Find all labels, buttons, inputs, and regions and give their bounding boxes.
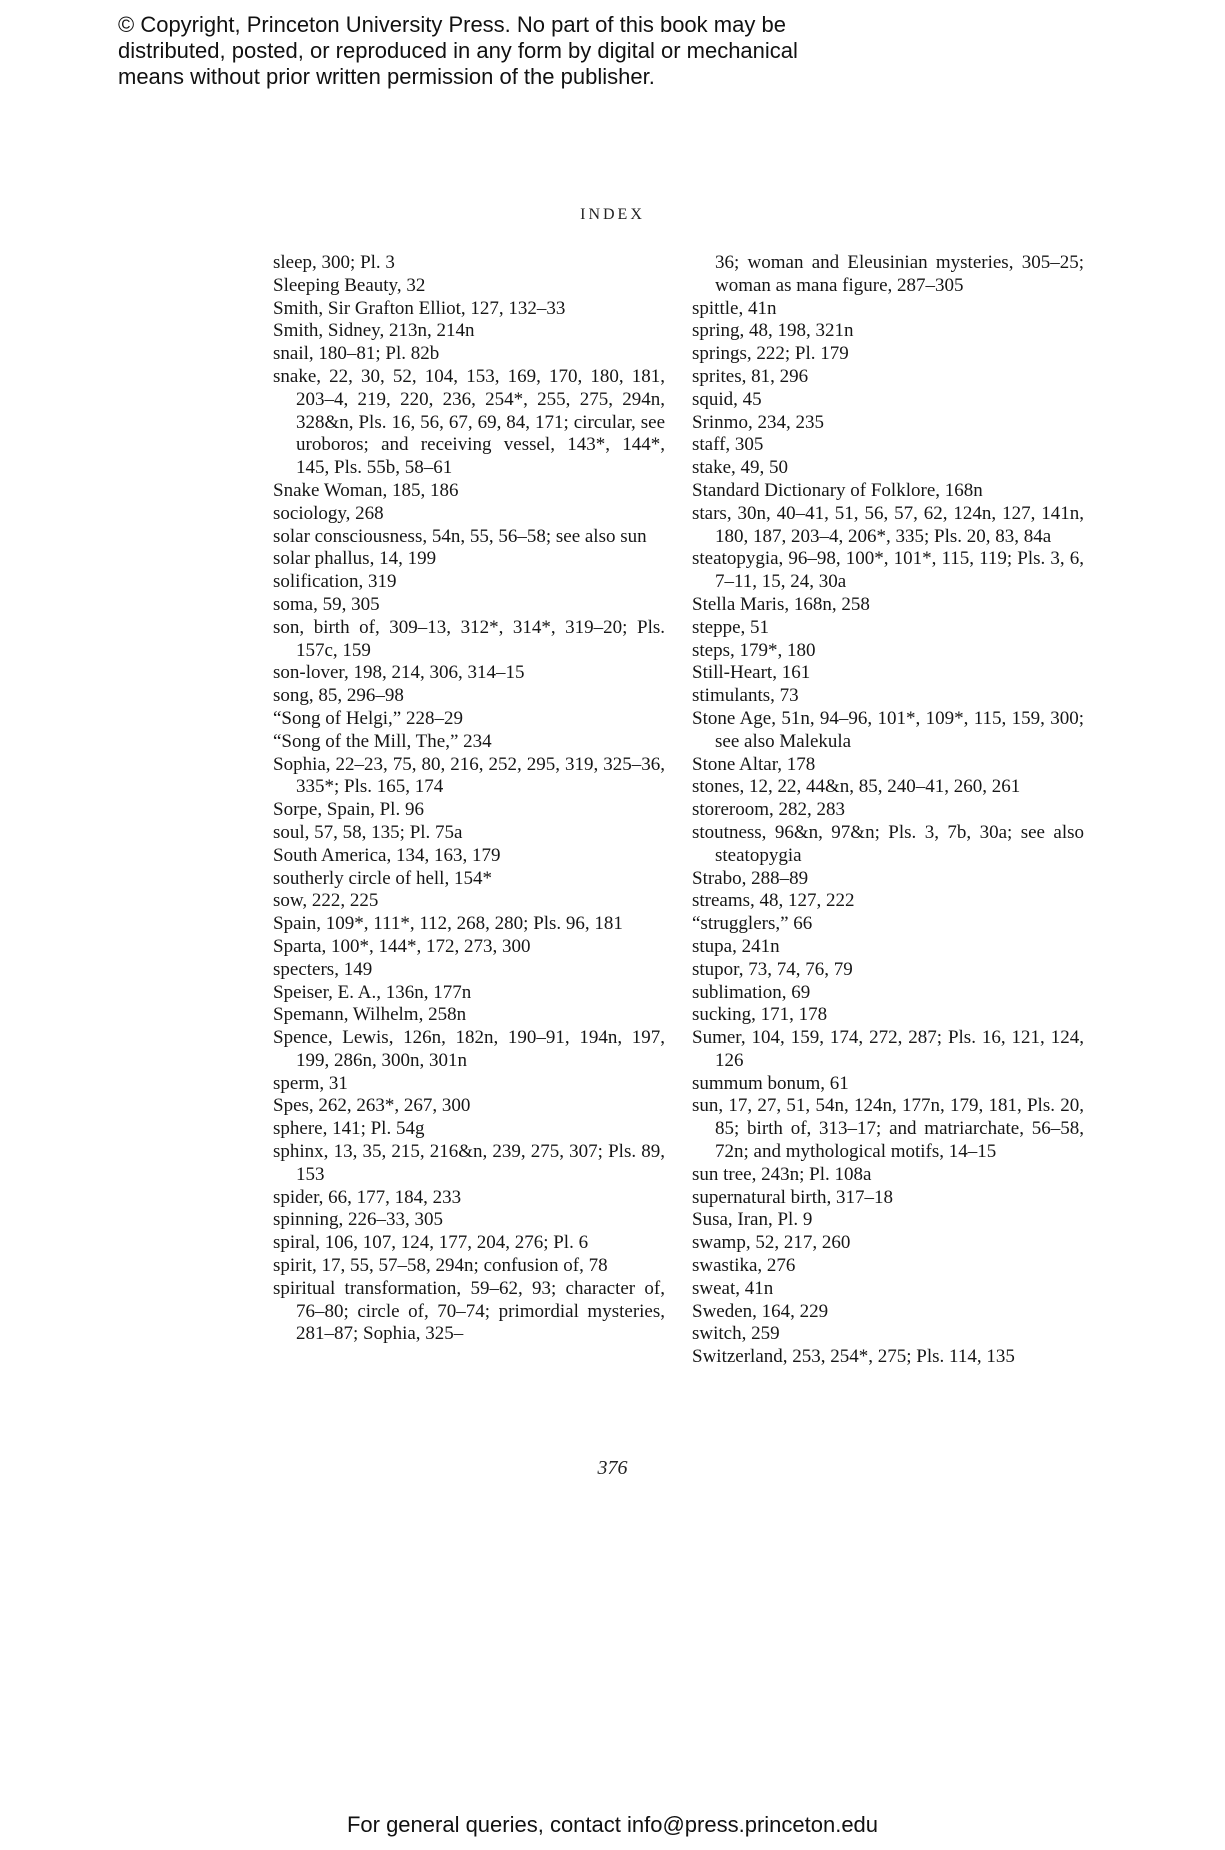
index-entry: sleep, 300; Pl. 3	[273, 252, 395, 273]
index-entry: sun, 17, 27, 51, 54n, 124n, 177n, 179, 181, Pls. 20, 85; birth of, 313–17; and matriarchate, 56–58, 72n; and mythological motifs, 14–15	[692, 1095, 1084, 1163]
index-entry: spiritual transformation, 59–62, 93; character of, 76–80; circle of, 70–74; primordial mysteries, 281–87; Sophia, 325–	[273, 1277, 665, 1345]
index-entry: “Song of the Mill, The,” 234	[273, 730, 492, 752]
index-entry: swastika, 276	[692, 1255, 796, 1277]
page-heading: INDEX	[580, 206, 645, 223]
index-entry: sweat, 41n	[692, 1277, 774, 1299]
index-entry: spring, 48, 198, 321n	[692, 320, 854, 342]
index-entry: squid, 45	[692, 388, 762, 410]
index-entry: sucking, 171, 178	[692, 1004, 828, 1026]
index-entry: sun tree, 243n; Pl. 108a	[692, 1163, 872, 1185]
index-entry: springs, 222; Pl. 179	[692, 343, 849, 365]
index-entry: spinning, 226–33, 305	[273, 1209, 443, 1231]
index-entry-continuation: 36; woman and Eleusinian mysteries, 305–25; woman as mana figure, 287–305	[715, 252, 1084, 296]
index-entry: “Song of Helgi,” 228–29	[273, 707, 463, 729]
index-entry: soma, 59, 305	[273, 593, 380, 615]
index-entry: Spes, 262, 263*, 267, 300	[273, 1095, 471, 1117]
index-entry: stars, 30n, 40–41, 51, 56, 57, 62, 124n, 127, 141n, 180, 187, 203–4, 206*, 335; Pls. 20, 83, 84a	[692, 502, 1084, 547]
index-entry: Spain, 109*, 111*, 112, 268, 280; Pls. 96, 181	[273, 913, 623, 935]
index-entry: Still-Heart, 161	[692, 662, 811, 684]
index-entry: spittle, 41n	[692, 297, 777, 319]
index-entry: son-lover, 198, 214, 306, 314–15	[273, 662, 525, 684]
index-entry: Stone Age, 51n, 94–96, 101*, 109*, 115, 159, 300; see also Malekula	[692, 707, 1084, 752]
index-entry: stupor, 73, 74, 76, 79	[692, 958, 853, 980]
index-entry: Spemann, Wilhelm, 258n	[273, 1004, 467, 1026]
index-entry: Stella Maris, 168n, 258	[692, 593, 870, 615]
index-entry: son, birth of, 309–13, 312*, 314*, 319–20; Pls. 157c, 159	[273, 616, 665, 661]
index-entry: storeroom, 282, 283	[692, 799, 846, 821]
index-entry: spider, 66, 177, 184, 233	[273, 1186, 462, 1208]
index-entry: stoutness, 96&n, 97&n; Pls. 3, 7b, 30a; see also steatopygia	[692, 821, 1084, 866]
index-entry: snail, 180–81; Pl. 82b	[273, 343, 440, 365]
index-entry: “strugglers,” 66	[692, 913, 813, 935]
index-entry: Spence, Lewis, 126n, 182n, 190–91, 194n, 197, 199, 286n, 300n, 301n	[273, 1027, 665, 1071]
index-entry: summum bonum, 61	[692, 1072, 849, 1094]
index-entry: sperm, 31	[273, 1072, 348, 1094]
index-entry: Stone Altar, 178	[692, 753, 816, 775]
index-entry: Standard Dictionary of Folklore, 168n	[692, 479, 983, 501]
index-entry: Snake Woman, 185, 186	[273, 479, 459, 501]
index-entry: song, 85, 296–98	[273, 685, 404, 707]
index-entry: solar phallus, 14, 199	[273, 548, 437, 570]
index-entry: swamp, 52, 217, 260	[692, 1232, 851, 1254]
index-entry: sow, 222, 225	[273, 890, 379, 912]
index-entry: supernatural birth, 317–18	[692, 1186, 894, 1208]
index-entry: Speiser, E. A., 136n, 177n	[273, 981, 472, 1003]
index-entry: sphinx, 13, 35, 215, 216&n, 239, 275, 307; Pls. 89, 153	[273, 1141, 665, 1185]
index-entry: solification, 319	[273, 571, 397, 593]
index-entry: Susa, Iran, Pl. 9	[692, 1209, 813, 1231]
index-entry: stimulants, 73	[692, 685, 799, 707]
index-entry: solar consciousness, 54n, 55, 56–58; see also sun	[273, 525, 647, 547]
index-entry: stones, 12, 22, 44&n, 85, 240–41, 260, 261	[692, 776, 1021, 798]
index-entry: spirit, 17, 55, 57–58, 294n; confusion of, 78	[273, 1255, 608, 1277]
index-entry: Smith, Sir Grafton Elliot, 127, 132–33	[273, 297, 566, 319]
index-entry: switch, 259	[692, 1323, 780, 1345]
index-entry: Strabo, 288–89	[692, 867, 809, 889]
index-entry: stupa, 241n	[692, 935, 780, 957]
index-entry: Sorpe, Spain, Pl. 96	[273, 799, 424, 821]
footer-contact: For general queries, contact info@press.princeton.edu	[346, 1812, 879, 1837]
index-entry: steps, 179*, 180	[692, 639, 816, 661]
index-entry: staff, 305	[692, 434, 764, 456]
index-entry: South America, 134, 163, 179	[273, 844, 501, 866]
index-entry: southerly circle of hell, 154*	[273, 867, 492, 889]
copyright-line: means without prior written permission of the publisher.	[118, 64, 655, 89]
index-entry: Sweden, 164, 229	[692, 1300, 829, 1322]
index-entry: Smith, Sidney, 213n, 214n	[273, 320, 475, 342]
index-entry: steatopygia, 96–98, 100*, 101*, 115, 119; Pls. 3, 6, 7–11, 15, 24, 30a	[692, 548, 1084, 593]
page-number: 376	[597, 1457, 628, 1479]
index-entry: snake, 22, 30, 52, 104, 153, 169, 170, 180, 181, 203–4, 219, 220, 236, 254*, 255, 275, 294n, 328&n, Pls. 16, 56, 67, 69, 84, 171; circular, see uroboros; and receiving vessel, 143*, 144*, 145, Pls. 55b, 58–61	[273, 365, 665, 479]
index-entry: specters, 149	[273, 958, 373, 980]
index-entry: stake, 49, 50	[692, 457, 789, 479]
index-entry: Sparta, 100*, 144*, 172, 273, 300	[273, 935, 531, 957]
index-entry: soul, 57, 58, 135; Pl. 75a	[273, 821, 463, 843]
index-column-right	[692, 252, 1084, 1369]
index-entry: Sophia, 22–23, 75, 80, 216, 252, 295, 319, 325–36, 335*; Pls. 165, 174	[273, 753, 665, 798]
index-column-left	[273, 252, 665, 1346]
copyright-line: distributed, posted, or reproduced in any form by digital or mechanical	[118, 38, 798, 63]
index-entry: Srinmo, 234, 235	[692, 411, 824, 433]
index-entry: spiral, 106, 107, 124, 177, 204, 276; Pl. 6	[273, 1232, 589, 1254]
copyright-notice	[118, 12, 1018, 90]
index-entry: Sumer, 104, 159, 174, 272, 287; Pls. 16, 121, 124, 126	[692, 1027, 1084, 1071]
index-entry: sociology, 268	[273, 502, 384, 524]
index-entry: steppe, 51	[692, 616, 770, 638]
index-entry: Sleeping Beauty, 32	[273, 274, 426, 296]
index-entry: sublimation, 69	[692, 981, 811, 1003]
copyright-line: © Copyright, Princeton University Press. No part of this book may be	[118, 12, 786, 37]
index-entry: streams, 48, 127, 222	[692, 890, 855, 912]
index-entry: Switzerland, 253, 254*, 275; Pls. 114, 135	[692, 1346, 1015, 1368]
index-entry: sphere, 141; Pl. 54g	[273, 1118, 425, 1140]
index-entry: sprites, 81, 296	[692, 365, 809, 387]
